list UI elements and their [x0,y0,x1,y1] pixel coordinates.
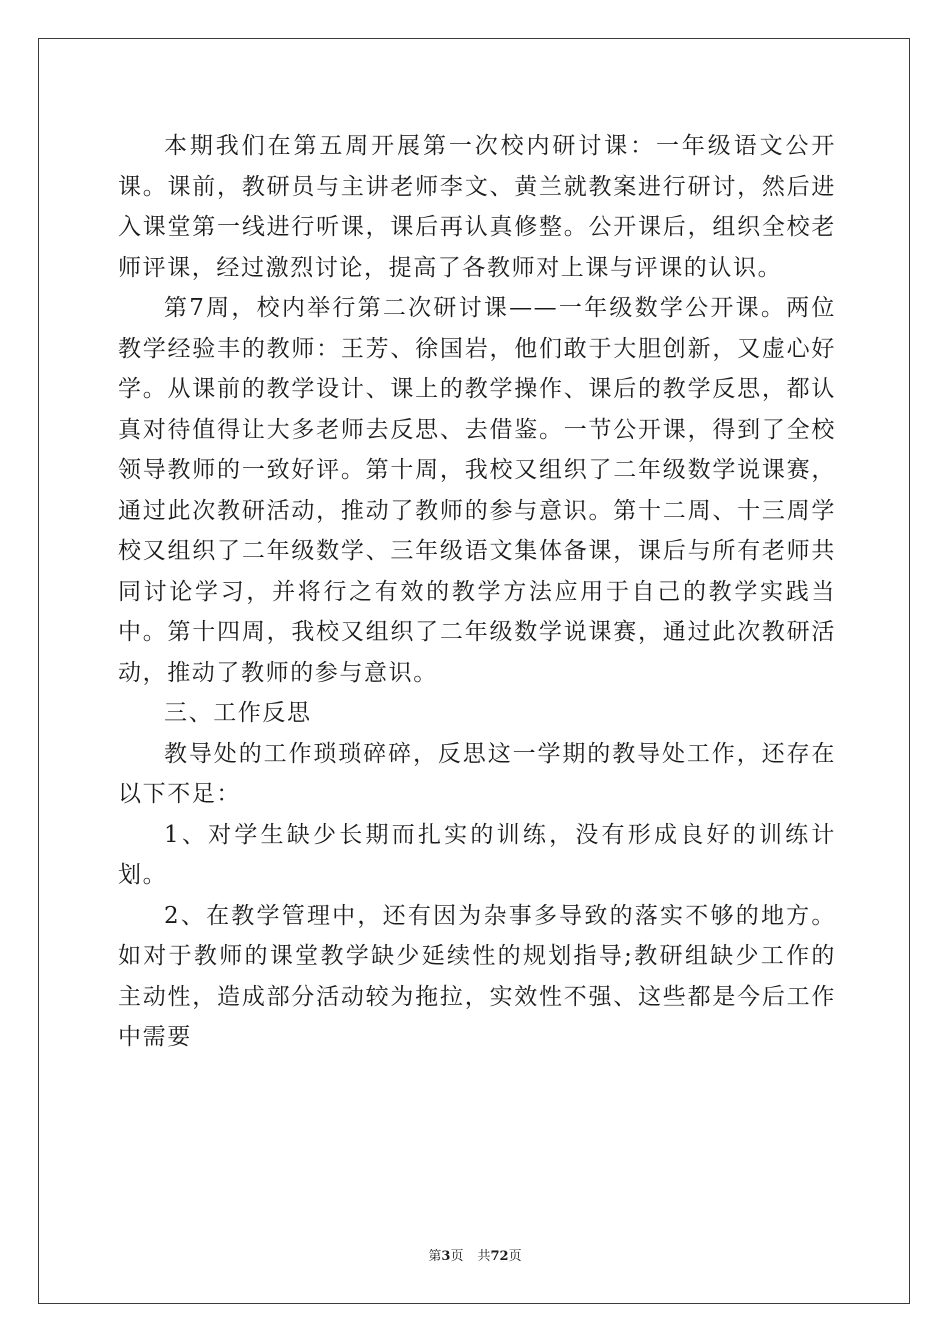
paragraph-reflection-intro: 教导处的工作琐琐碎碎，反思这一学期的教导处工作，还存在以下不足： [118,740,836,807]
page-total: 72 [490,1249,509,1264]
section-heading-work-reflection: 三、工作反思 [164,700,312,726]
document-body [118,126,836,1058]
page-number-prefix: 第 [428,1249,442,1264]
paragraph-first-seminar: 本期我们在第五周开展第一次校内研讨课：一年级语文公开课。课前，教研员与主讲老师李文、黄兰就教案进行研讨，然后进入课堂第一线进行听课，课后再认真修整。公开课后，组织全校老师评课，经过激烈讨论，提高了各教师对上课与评课的认识。 [118,133,836,281]
page-number-current: 3 [441,1249,451,1264]
paragraph-shortcoming-2: 2、在教学管理中，还有因为杂事多导致的落实不够的地方。如对于教师的课堂教学缺少延续性的规划指导;教研组缺少工作的主动性，造成部分活动较为拖拉，实效性不强、这些都是今后工作中需要 [118,902,836,1050]
page-footer [0,1245,950,1264]
page-total-prefix: 共 [477,1249,491,1264]
page-number-suffix: 页 [450,1249,464,1264]
paragraph-shortcoming-1: 1、对学生缺少长期而扎实的训练，没有形成良好的训练计划。 [118,821,836,888]
page-total-suffix: 页 [508,1249,522,1264]
paragraph-second-seminar: 第7周，校内举行第二次研讨课——一年级数学公开课。两位教学经验丰的教师：王芳、徐国岩，他们敢于大胆创新，又虚心好学。从课前的教学设计、课上的教学操作、课后的教学反思，都认真对待值得让大多老师去反思、去借鉴。一节公开课，得到了全校领导教师的一致好评。第十周，我校又组织了二年级数学说课赛，通过此次教研活动，推动了教师的参与意识。第十二周、十三周学校又组织了二年级数学、三年级语文集体备课，课后与所有老师共同讨论学习，并将行之有效的教学方法应用于自己的教学实践当中。第十四周，我校又组织了二年级数学说课赛，通过此次教研活动，推动了教师的参与意识。 [118,295,836,686]
